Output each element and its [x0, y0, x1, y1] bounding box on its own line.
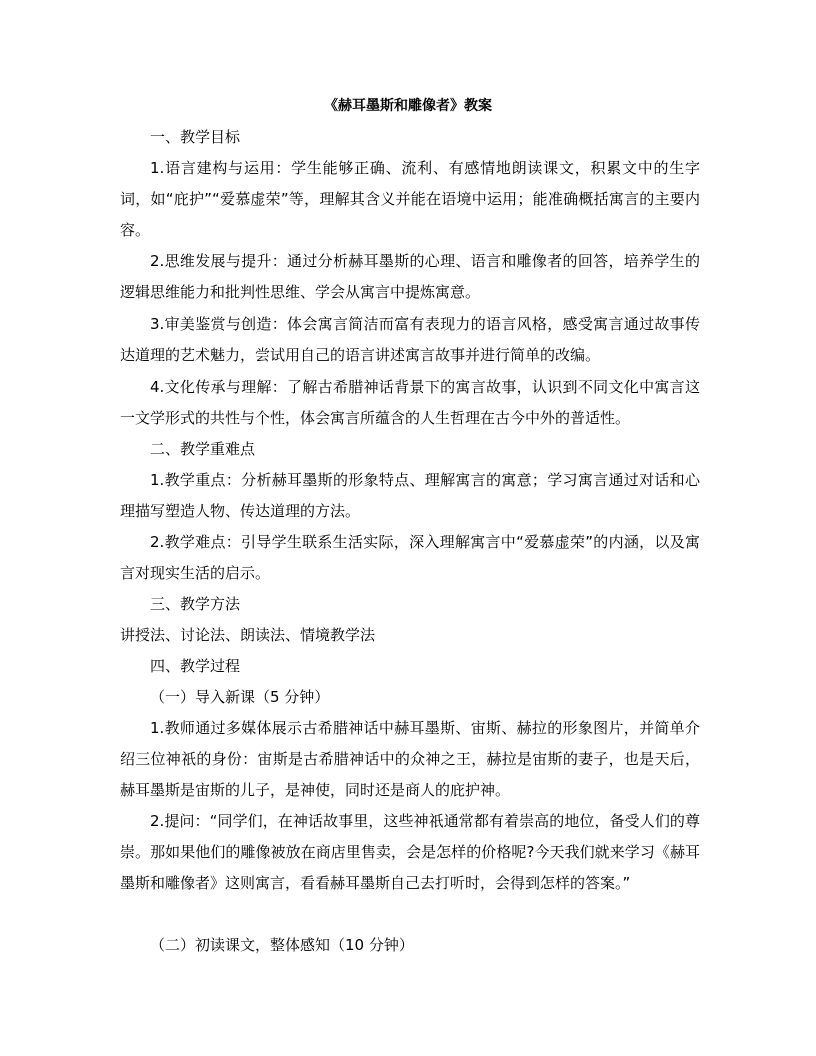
teaching-methods: 讲授法、讨论法、朗读法、情境教学法	[120, 626, 376, 644]
difficult-point: 2.教学难点：引导学生联系生活实际，深入理解寓言中“爱慕虚荣”的内涵，以及寓言对现实生活的启示。	[120, 533, 700, 582]
step-heading-intro: （一）导入新课（5 分钟）	[150, 688, 330, 706]
goal-language: 1.语言建构与运用：学生能够正确、流利、有感情地朗读课文，积累文中的生字词，如“庇护”“爱慕虚荣”等，理解其含义并能在语境中运用；能准确概括寓言的主要内容。	[120, 159, 700, 239]
section-heading-goals: 一、教学目标	[150, 128, 241, 146]
goal-aesthetics: 3.审美鉴赏与创造：体会寓言简洁而富有表现力的语言风格，感受寓言通过故事传达道理的艺术魅力，尝试用自己的语言讲述寓言故事并进行简单的改编。	[120, 315, 700, 364]
goal-culture: 4.文化传承与理解：了解古希腊神话背景下的寓言故事，认识到不同文化中寓言这一文学形式的共性与个性，体会寓言所蕴含的人生哲理在古今中外的普适性。	[120, 378, 700, 427]
document-title: 《赫耳墨斯和雕像者》教案	[324, 98, 492, 114]
goal-thinking: 2.思维发展与提升：通过分析赫耳墨斯的心理、语言和雕像者的回答，培养学生的逻辑思维能力和批判性思维、学会从寓言中提炼寓意。	[120, 252, 700, 301]
section-heading-key-points: 二、教学重难点	[150, 440, 256, 458]
section-heading-process: 四、教学过程	[150, 657, 241, 675]
intro-item-2: 2.提问：“同学们，在神话故事里，这些神祇通常都有着崇高的地位，备受人们的尊崇。那如果他们的雕像被放在商店里售卖，会是怎样的价格呢?今天我们就来学习《赫耳墨斯和雕像者》这则寓言，看看赫耳墨斯自己去打听时，会得到怎样的答案。”	[120, 812, 700, 892]
section-heading-methods: 三、教学方法	[150, 595, 241, 613]
key-point: 1.教学重点：分析赫耳墨斯的形象特点、理解寓言的寓意；学习寓言通过对话和心理描写塑造人物、传达道理的方法。	[120, 471, 700, 520]
intro-item-1: 1.教师通过多媒体展示古希腊神话中赫耳墨斯、宙斯、赫拉的形象图片，并简单介绍三位神祇的身份：宙斯是古希腊神话中的众神之王，赫拉是宙斯的妻子，也是天后，赫耳墨斯是宙斯的儿子，是神使，同时还是商人的庇护神。	[120, 719, 700, 799]
step-heading-first-reading: （二）初读课文，整体感知（10 分钟）	[150, 936, 414, 954]
